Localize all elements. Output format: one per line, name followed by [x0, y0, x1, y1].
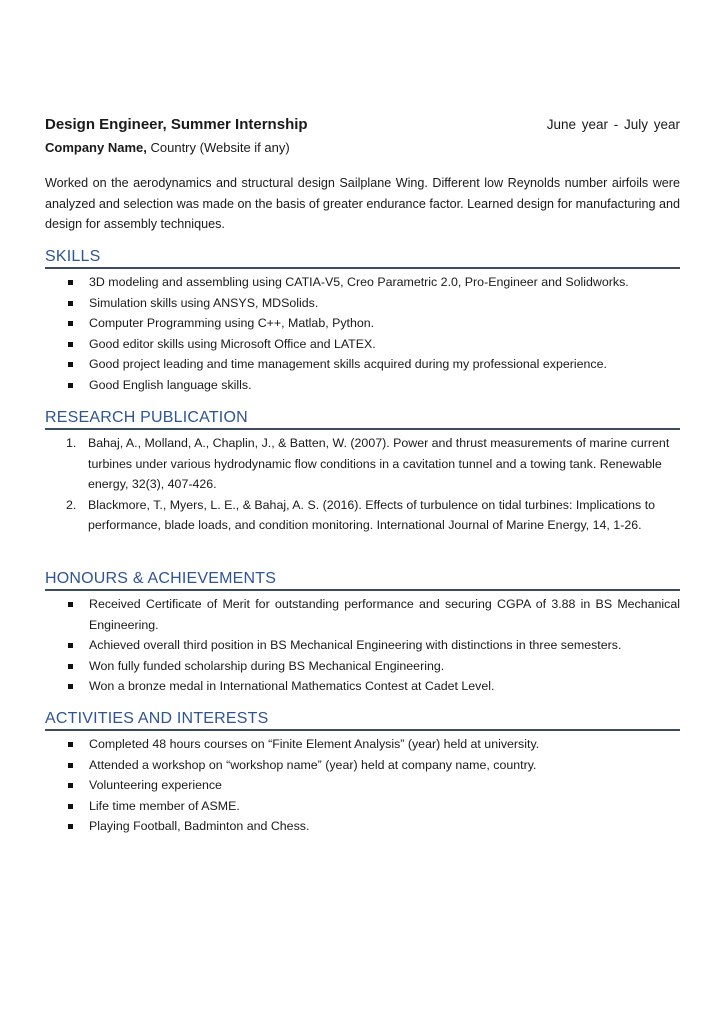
- bullet-icon: [68, 783, 73, 788]
- bullet-icon: [68, 321, 73, 326]
- job-title: Design Engineer, Summer Internship: [45, 116, 308, 133]
- list-item-text: Good English language skills.: [89, 377, 252, 392]
- list-item-text: Good project leading and time management skills acquired during my professional experience.: [89, 357, 607, 371]
- list-item: [45, 293, 680, 314]
- list-item: [45, 375, 680, 396]
- list-item: [45, 676, 680, 697]
- bullet-icon: [68, 301, 73, 306]
- list-item-text: 3D modeling and assembling using CATIA-V5, Creo Parametric 2.0, Pro-Engineer and Solidworks.: [89, 275, 629, 289]
- list-item-text: Volunteering experience: [89, 778, 222, 792]
- publication-text: Blackmore, T., Myers, L. E., & Bahaj, A. S. (2016). Effects of turbulence on tidal turbines: Implications to performance, blade loads, and condition monitoring. International Journal of Marine Energy, 14, 1-26.: [88, 497, 656, 532]
- bullet-icon: [68, 602, 73, 607]
- activities-list: [45, 734, 680, 837]
- list-item: [45, 354, 680, 375]
- bullet-icon: [68, 684, 73, 689]
- bullet-icon: [68, 383, 73, 388]
- publication-item: [45, 495, 680, 536]
- honours-section: [45, 570, 680, 697]
- job-description: Worked on the aerodynamics and structural design Sailplane Wing. Different low Reynolds number airfoils were analyzed and selection was made on the basis of greater endurance factor. Learned design for manufacturing and design for assembly techniques.: [45, 176, 680, 231]
- list-item-text: Completed 48 hours courses on “Finite Element Analysis” (year) held at university.: [89, 737, 540, 751]
- job-dates: June year - July year: [546, 117, 680, 132]
- bullet-icon: [68, 664, 73, 669]
- bullet-icon: [68, 824, 73, 829]
- list-item: [45, 734, 680, 755]
- bullet-icon: [68, 280, 73, 285]
- bullet-icon: [68, 342, 73, 347]
- bullet-icon: [68, 742, 73, 747]
- list-item-text: Achieved overall third position in BS Mechanical Engineering with distinctions in three semesters.: [89, 638, 622, 652]
- bullet-icon: [68, 763, 73, 768]
- list-item: [45, 816, 680, 837]
- list-item: [45, 594, 680, 635]
- list-item: [45, 334, 680, 355]
- list-item-text: Won a bronze medal in International Mathematics Contest at Cadet Level.: [89, 679, 495, 693]
- publication-number: 1.: [66, 436, 77, 450]
- company-name: Company Name,: [45, 140, 147, 155]
- list-item: [45, 656, 680, 677]
- skills-list: [45, 272, 680, 395]
- list-item-text: Received Certificate of Merit for outstanding performance and securing CGPA of 3.88 in BS Mechanical Engineering.: [89, 597, 680, 632]
- publication-item: [45, 433, 680, 495]
- section-title-skills: SKILLS: [45, 248, 680, 269]
- section-title-research: RESEARCH PUBLICATION: [45, 409, 680, 430]
- publication-list: [45, 433, 680, 536]
- list-item-text: Playing Football, Badminton and Chess.: [89, 819, 310, 833]
- list-item-text: Attended a workshop on “workshop name” (year) held at company name, country.: [89, 757, 537, 772]
- list-item: [45, 272, 680, 293]
- list-item: [45, 755, 680, 776]
- honours-list: [45, 594, 680, 697]
- list-item-text: Won fully funded scholarship during BS Mechanical Engineering.: [89, 658, 445, 673]
- bullet-icon: [68, 804, 73, 809]
- bullet-icon: [68, 643, 73, 648]
- publication-number: 2.: [66, 497, 77, 512]
- list-item-text: Computer Programming using C++, Matlab, Python.: [89, 316, 375, 330]
- job-header: [45, 116, 680, 136]
- list-item-text: Life time member of ASME.: [89, 798, 240, 813]
- section-title-honours: HONOURS & ACHIEVEMENTS: [45, 570, 680, 591]
- list-item: [45, 635, 680, 656]
- list-item: [45, 775, 680, 796]
- company-details: Country (Website if any): [146, 140, 290, 155]
- section-title-activities: ACTIVITIES AND INTERESTS: [45, 710, 680, 731]
- bullet-icon: [68, 362, 73, 367]
- list-item: [45, 796, 680, 817]
- list-item: [45, 313, 680, 334]
- research-section: [45, 409, 680, 536]
- list-item-text: Simulation skills using ANSYS, MDSolids.: [89, 295, 319, 310]
- activities-section: [45, 710, 680, 837]
- company-line: [45, 140, 290, 155]
- list-item-text: Good editor skills using Microsoft Office and LATEX.: [89, 336, 376, 351]
- skills-section: [45, 248, 680, 395]
- publication-text: Bahaj, A., Molland, A., Chaplin, J., & Batten, W. (2007). Power and thrust measurements of marine current turbines under various hydrodynamic flow conditions in a cavitation tunnel and a towing tank. Renewable energy, 32(3), 407-426.: [88, 436, 670, 491]
